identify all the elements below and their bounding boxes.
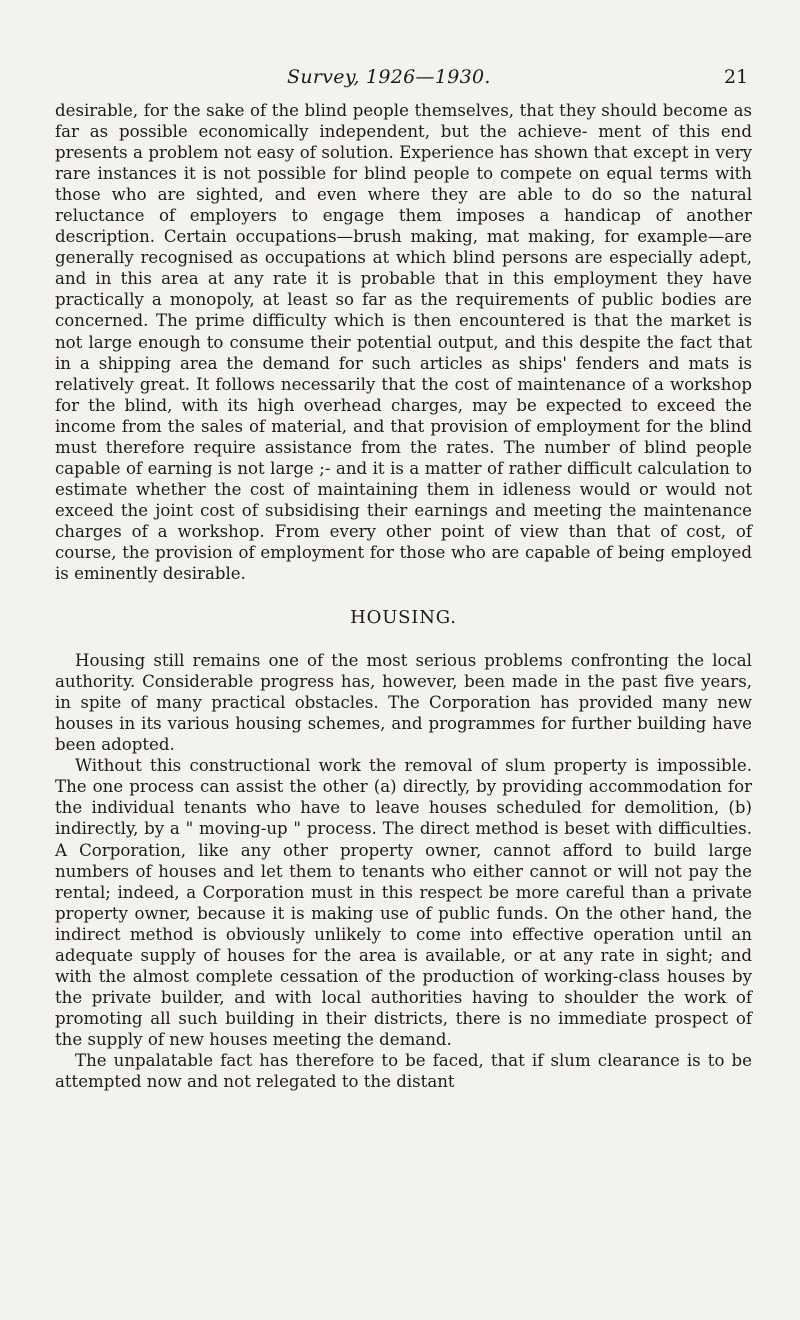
page-body <box>55 100 752 1092</box>
running-head <box>0 66 800 92</box>
paragraph-unpalatable-fact: The unpalatable fact has therefore to be faced, that if slum clearance is to be attempted now and not relegated to the distant <box>55 1050 752 1092</box>
running-title: Survey, 1926—1930. <box>287 66 491 88</box>
paragraph-housing-problem: Housing still remains one of the most serious problems confronting the local authority. Considerable progress has, however, been made in the past five years, in spite of many practical obstacles. The Corporation has provided many new houses in its various housing schemes, and programmes for further building have been adopted. <box>55 651 752 755</box>
paragraph-blind-employment: desirable, for the sake of the blind people themselves, that they should become as far as possible economically independent, but the achieve- ment of this end presents a problem not easy of solution. Experience has shown that except in very rare instances it is not possible for blind people to compete on equal terms with those who are sighted, and even where they are able to do so the natural reluctance of employers to engage them imposes a handicap of another description. Certain occupations—brush making, mat making, for example—are generally recognised as occupations at which blind persons are especially adept, and in this area at any rate it is probable that in this employment they have practically a monopoly, at least so far as the requirements of public bodies are concerned. The prime difficulty which is then encountered is that the market is not large enough to consume their potential output, and this despite the fact that in a shipping area the demand for such articles as ships' fenders and mats is relatively great. It follows necessarily that the cost of maintenance of a workshop for the blind, with its high overhead charges, may be expected to exceed the income from the sales of material, and that provision of employment for the blind must therefore require assistance from the rates. The number of blind people capable of earning is not large ;- and it is a matter of rather difficult calculation to estimate whether the cost of maintaining them in idleness would or would not exceed the joint cost of subsidising their earnings and meeting the maintenance charges of a workshop. From every other point of view than that of cost, of course, the provision of employment for those who are capable of being employed is eminently desirable. <box>55 101 752 584</box>
paragraph-slum-removal: Without this constructional work the removal of slum property is impossible. The one process can assist the other (a) directly, by providing accommodation for the individual tenants who have to leave houses scheduled for demolition, (b) indirectly, by a " moving-up " process. The direct method is beset with difficulties. A Corporation, like any other property owner, cannot afford to build large numbers of houses and let them to tenants who either cannot or will not pay the rental; indeed, a Corporation must in this respect be more careful than a private property owner, because it is making use of public funds. On the other hand, the indirect method is obviously unlikely to come into effective operation until an adequate supply of houses for the area is available, or at any rate in sight; and with the almost complete cessation of the production of working-class houses by the private builder, and with local authorities having to shoulder the work of promoting all such building in their districts, there is no immediate prospect of the supply of new houses meeting the demand. <box>55 756 752 1049</box>
section-heading-housing: HOUSING. <box>350 607 457 629</box>
page-number: 21 <box>724 66 749 88</box>
